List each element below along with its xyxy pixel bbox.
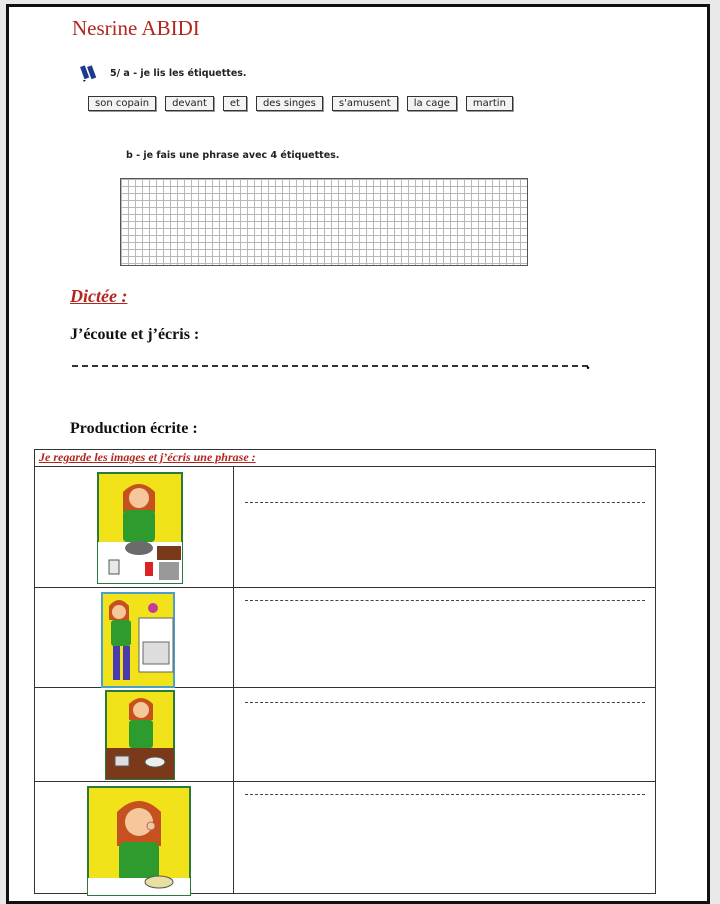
instruction-b: b - je fais une phrase avec 4 étiquettes. xyxy=(126,150,340,161)
dictee-writing-line[interactable] xyxy=(72,365,588,367)
writing-grid[interactable] xyxy=(120,178,528,266)
word-label: martin xyxy=(466,96,513,111)
answer-line[interactable] xyxy=(245,502,645,503)
author-name: Nesrine ABIDI xyxy=(72,16,200,40)
word-label: des singes xyxy=(256,96,323,111)
word-label: son copain xyxy=(88,96,156,111)
dictee-title: Dictée : xyxy=(70,286,128,306)
word-label: devant xyxy=(165,96,214,111)
instruction-a: 5/ a - je lis les étiquettes. xyxy=(110,67,247,79)
answer-line[interactable] xyxy=(245,794,645,795)
pencil-icon xyxy=(80,64,102,82)
answer-line[interactable] xyxy=(245,600,645,601)
word-label: la cage xyxy=(407,96,457,111)
production-title: Production écrite : xyxy=(70,420,198,437)
girl-setting-table-picture xyxy=(105,690,175,780)
word-label: et xyxy=(223,96,247,111)
word-labels xyxy=(88,96,513,111)
exercise-5-heading xyxy=(80,64,247,82)
answer-line[interactable] xyxy=(245,702,645,703)
girl-mixing-bowl-picture xyxy=(97,472,183,584)
dictee-line-end-dot: . xyxy=(586,356,590,373)
girl-at-oven-picture xyxy=(101,592,175,688)
production-table xyxy=(34,449,656,894)
girl-eating-picture xyxy=(87,786,191,896)
production-table-header: Je regarde les images et j’écris une phrase : xyxy=(35,450,655,467)
dictee-instruction: J’écoute et j’écris : xyxy=(70,326,200,343)
word-label: s'amusent xyxy=(332,96,398,111)
